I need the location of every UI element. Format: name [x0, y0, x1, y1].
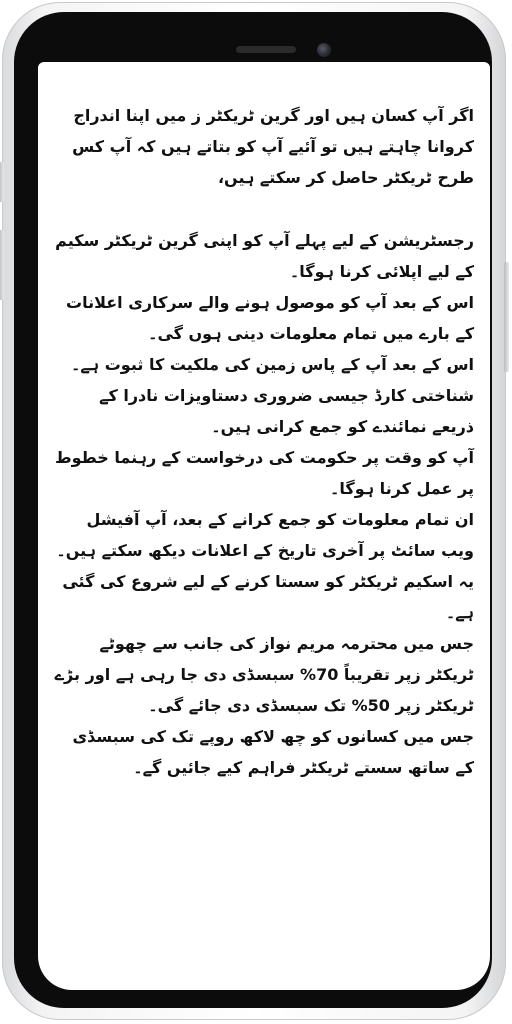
left-side-button [0, 162, 4, 202]
article-intro: اگر آپ کسان ہیں اور گرین ٹریکٹر ز میں اپنا اندراج کروانا چاہتے ہیں تو آئیے آپ کو بتاتے ہیں کہ آپ کس طرح ٹریکٹر حاصل کر سکتے ہیں، [72, 106, 474, 187]
speaker-grille [236, 46, 296, 53]
phone-frame [2, 2, 506, 1020]
article-paragraph: جس میں محترمہ مریم نواز کی جانب سے چھوٹے ٹریکٹر زپر تقریباً 70% سبسڈی دی جا رہی ہے اور بڑے ٹریکٹر زپر 50% تک سبسڈی دی جائے گی۔ [54, 634, 474, 715]
paragraph-gap [54, 193, 474, 225]
front-camera-icon [317, 43, 331, 57]
phone-bezel [14, 12, 492, 1008]
article-paragraph: شناختی کارڈ جیسی ضروری دستاویزات نادرا کے ذریعے نمائندے کو جمع کرانی ہیں۔ [99, 386, 474, 436]
article-paragraph: یہ اسکیم ٹریکٹر کو سستا کرنے کے لیے شروع کی گئی ہے۔ [62, 572, 474, 622]
article-paragraph: ان تمام معلومات کو جمع کرانے کے بعد، آپ آفیشل ویب سائٹ پر آخری تاریخ کے اعلانات دیکھ سکتے ہیں۔ [56, 510, 474, 560]
article-paragraph: جس میں کسانوں کو چھ لاکھ روپے تک کی سبسڈی کے ساتھ سستے ٹریکٹر فراہم کیے جائیں گے۔ [72, 727, 474, 777]
article-paragraph: آپ کو وقت پر حکومت کی درخواست کے رہنما خطوط پر عمل کرنا ہوگا۔ [55, 448, 474, 498]
article-paragraph: اس کے بعد آپ کو موصول ہونے والے سرکاری اعلانات کے بارے میں تمام معلومات دینی ہوں گی۔ [66, 293, 474, 343]
article-body [54, 100, 474, 783]
left-volume-button [0, 230, 4, 300]
phone-screen[interactable] [38, 62, 490, 990]
right-power-button [504, 262, 509, 372]
article-paragraph: اس کے بعد آپ کے پاس زمین کی ملکیت کا ثبوت ہے۔ [71, 355, 474, 374]
article-paragraph: رجسٹریشن کے لیے پہلے آپ کو اپنی گرین ٹریکٹر سکیم کے لیے اپلائی کرنا ہوگا۔ [55, 231, 474, 281]
